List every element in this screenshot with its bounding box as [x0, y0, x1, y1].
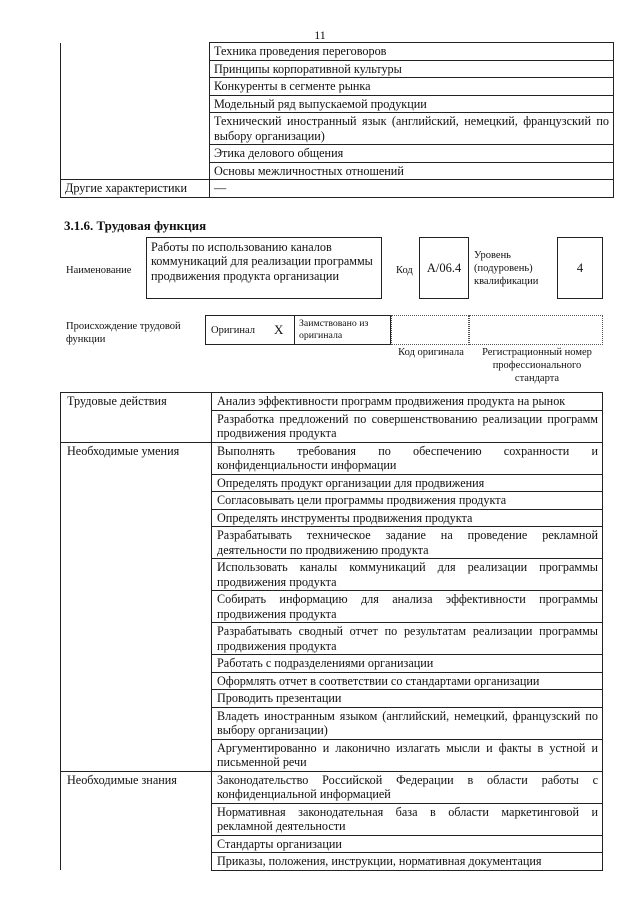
table-row — [61, 474, 603, 492]
group-item: Нормативная законодательная база в области маркетинговой и рекламной деятельности — [212, 803, 603, 835]
group-label: Трудовые действия — [61, 393, 212, 411]
table-row — [61, 95, 614, 113]
knowledge-item: Этика делового общения — [210, 145, 614, 163]
code-label: Код — [396, 265, 413, 276]
table-row — [61, 509, 603, 527]
table-row — [61, 113, 614, 145]
group-item: Оформлять отчет в соответствии со стандартами организации — [212, 672, 603, 690]
table-row — [61, 527, 603, 559]
registration-number-caption: Регистрационный номер профессионального стандарта — [482, 347, 592, 384]
group-item: Аргументированно и лаконично излагать мысли и факты в устной и письменной речи — [212, 739, 603, 771]
group-item: Владеть иностранным языком (английский, немецкий, французский по выбору организации) — [212, 707, 603, 739]
group-item: Разрабатывать сводный отчет по результатам реализации программы продвижения продукта — [212, 623, 603, 655]
table-row — [61, 591, 603, 623]
table-row — [61, 623, 603, 655]
group-label: Необходимые умения — [61, 442, 212, 474]
group-item: Проводить презентации — [212, 690, 603, 708]
knowledge-item: Технический иностранный язык (английский, немецкий, французский по выбору организации) — [210, 113, 614, 145]
original-code-cell — [391, 315, 469, 345]
function-code-box: А/06.4 — [419, 237, 469, 299]
group-item: Выполнять требования по обеспечению сохранности и конфиденциальности информации — [212, 442, 603, 474]
knowledge-item: Основы межличностных отношений — [210, 162, 614, 180]
section-title: 3.1.6. Трудовая функция — [64, 218, 207, 233]
table-row — [61, 43, 614, 61]
function-details-table — [60, 392, 603, 871]
group-item: Использовать каналы коммуникаций для реализации программы продвижения продукта — [212, 559, 603, 591]
group-item: Определять инструменты продвижения продукта — [212, 509, 603, 527]
table-row — [61, 707, 603, 739]
group-item: Собирать информацию для анализа эффективности программы продвижения продукта — [212, 591, 603, 623]
table-row — [61, 559, 603, 591]
table-row — [61, 442, 603, 474]
table-row — [61, 739, 603, 771]
group-item: Законодательство Российской Федерации в области работы с конфиденциальной информацией — [212, 771, 603, 803]
table-row — [61, 60, 614, 78]
name-label: Наименование — [66, 265, 132, 276]
knowledge-item: Принципы корпоративной культуры — [210, 60, 614, 78]
table-row — [61, 835, 603, 853]
original-cell — [205, 315, 295, 345]
group-item: Анализ эффективности программ продвижения продукта на рынок — [212, 393, 603, 411]
group-item: Стандарты организации — [212, 835, 603, 853]
group-item: Разрабатывать техническое задание на проведение рекламной деятельности по продвижению продукта — [212, 527, 603, 559]
table-row — [61, 410, 603, 442]
table-row — [61, 145, 614, 163]
table-row — [61, 162, 614, 180]
group-item: Согласовывать цели программы продвижения продукта — [212, 492, 603, 510]
table-row — [61, 690, 603, 708]
borrowed-cell — [295, 315, 391, 345]
group-label: Необходимые знания — [61, 771, 212, 803]
table-row — [61, 672, 603, 690]
group-item: Разработка предложений по совершенствованию реализации программ продвижения продукта — [212, 410, 603, 442]
table-row — [61, 803, 603, 835]
table-row — [61, 655, 603, 673]
borrowed-label: Заимствовано из оригинала — [299, 318, 369, 341]
knowledge-item: Модельный ряд выпускаемой продукции — [210, 95, 614, 113]
group-item: Приказы, положения, инструкции, нормативная документация — [212, 853, 603, 871]
table-row — [61, 492, 603, 510]
table-row — [61, 180, 614, 198]
knowledge-item: Техника проведения переговоров — [210, 43, 614, 61]
registration-number-cell — [469, 315, 603, 345]
knowledge-item: Конкуренты в сегменте рынка — [210, 78, 614, 96]
origin-label: Происхождение трудовой функции — [66, 321, 181, 345]
other-characteristics-value: — — [210, 180, 614, 198]
original-label: Оригинал — [211, 325, 255, 336]
other-characteristics-label: Другие характеристики — [61, 180, 210, 198]
group-item: Работать с подразделениями организации — [212, 655, 603, 673]
original-mark: X — [274, 322, 284, 337]
table-row — [61, 393, 603, 411]
knowledge-continuation-table — [60, 42, 614, 198]
level-label: Уровень (подуровень) квалификации — [474, 250, 539, 287]
group-item: Определять продукт организации для продвижения — [212, 474, 603, 492]
function-name-box: Работы по использованию каналов коммуникаций для реализации программы продвижения продукта организации — [146, 237, 382, 299]
original-code-caption: Код оригинала — [398, 347, 464, 358]
table-row — [61, 853, 603, 871]
level-value-box: 4 — [557, 237, 603, 299]
table-row — [61, 771, 603, 803]
page-number: 11 — [314, 28, 326, 42]
table-row — [61, 78, 614, 96]
